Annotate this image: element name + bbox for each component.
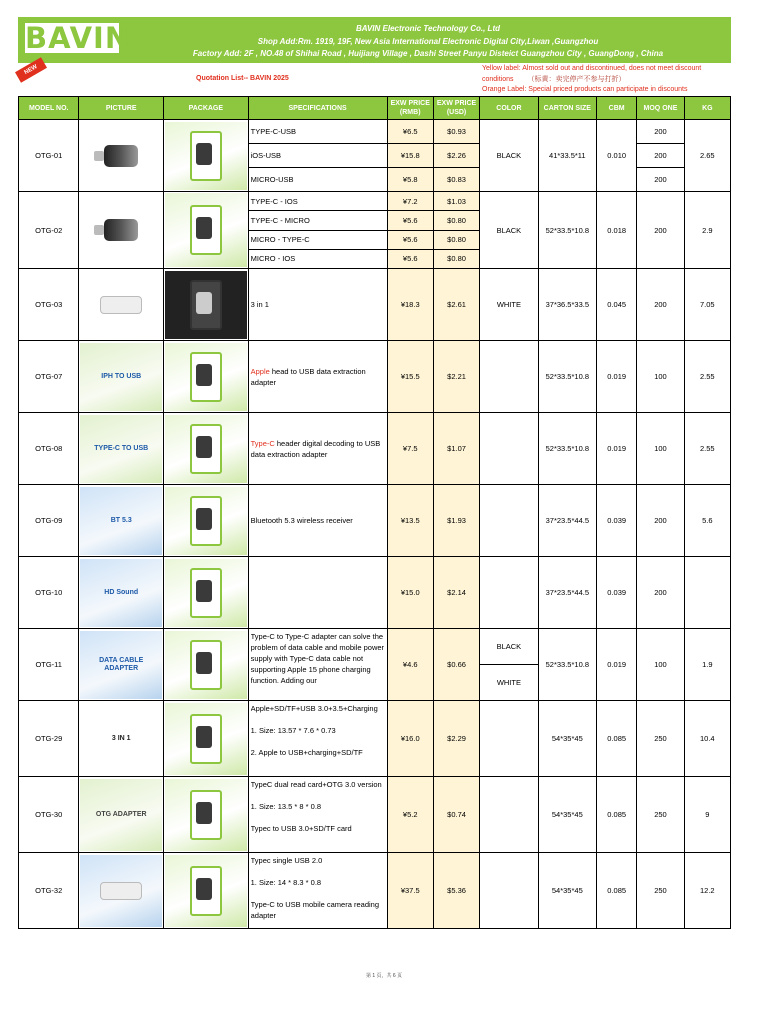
product-photo: [80, 487, 162, 555]
spec-text: Type-C to Type-C adapter can solve the problem of data cable and mobile power supply with Type-C data cable not supporting Apple 15 phone charging function. Adding our: [250, 631, 385, 685]
cbm-cell: 0.018: [597, 192, 637, 269]
product-picture: [79, 853, 164, 929]
package-box-image: [190, 866, 222, 916]
model-cell: OTG-02: [19, 192, 79, 269]
package-picture: [164, 269, 249, 341]
model-cell: OTG-03: [19, 269, 79, 341]
kg-cell: 2.9: [684, 192, 730, 269]
price-rmb: ¥7.2: [387, 192, 433, 211]
product-picture: [79, 341, 164, 413]
spec-cell: TYPE-C - MICRO: [248, 211, 387, 230]
hub-adapter-image: [100, 882, 142, 900]
shop-address: Shop Add:Rm. 1919, 19F, New Asia International Electronic Digital City,Liwan ,Guangzhou: [257, 36, 599, 46]
package-picture: [164, 777, 249, 853]
package-box-image: [190, 280, 222, 330]
white-adapter-image: [100, 296, 142, 314]
color-cell: BLACK: [480, 629, 538, 665]
package-picture: [164, 485, 249, 557]
quotation-title: Quotation List-- BAVIN 2025: [196, 75, 289, 82]
kg-cell: 10.4: [684, 701, 730, 777]
moq-cell: 100: [637, 413, 684, 485]
table-row: [19, 777, 731, 853]
product-picture: [79, 485, 164, 557]
price-usd: $2.29: [433, 701, 479, 777]
company-name: BAVIN Electronic Technology Co., Ltd: [355, 24, 500, 33]
product-picture: [79, 413, 164, 485]
cbm-cell: 0.010: [597, 120, 637, 192]
cbm-cell: 0.039: [597, 485, 637, 557]
model-cell: OTG-32: [19, 853, 79, 929]
model-cell: OTG-10: [19, 557, 79, 629]
price-rmb: ¥5.8: [387, 168, 433, 192]
spec-cell: MICRO - TYPE-C: [248, 230, 387, 249]
product-picture: [79, 777, 164, 853]
col-price-usd: EXW PRICE (USD): [433, 97, 479, 120]
bavin-logo: BAVIN: [22, 20, 122, 56]
col-moq: MOQ ONE: [637, 97, 684, 120]
spec-text: TypeC dual read card+OTG 3.0 version 1. Size: 13.5 * 8 * 0.8 Typec to USB 3.0+SD/TF card: [250, 779, 382, 833]
spec-cell: [248, 777, 387, 853]
spec-text: Typec single USB 2.0 1. Size: 14 * 8.3 * 0.8 Type-C to USB mobile camera reading adapter: [250, 855, 379, 920]
cbm-cell: 0.085: [597, 701, 637, 777]
spec-cell: MICRO - IOS: [248, 249, 387, 268]
page-footer: 第 1 页，共 6 页: [365, 973, 403, 979]
product-photo-text: 3 IN 1: [111, 734, 131, 742]
price-usd: $2.61: [433, 269, 479, 341]
price-rmb: ¥4.6: [387, 629, 433, 701]
price-usd: $0.83: [433, 168, 479, 192]
table-row: [19, 853, 731, 929]
product-photo: [80, 779, 162, 851]
spec-cell: TYPE-C-USB: [248, 120, 387, 144]
moq-cell: 200: [637, 557, 684, 629]
cbm-cell: 0.045: [597, 269, 637, 341]
col-carton-size: CARTON SIZE: [538, 97, 596, 120]
model-cell: OTG-01: [19, 120, 79, 192]
moq-cell: 100: [637, 629, 684, 701]
table-row: [19, 413, 731, 485]
product-photo-text: TYPE-C TO USB: [94, 444, 149, 452]
price-usd: $5.36: [433, 853, 479, 929]
color-cell: [480, 341, 538, 413]
product-picture: [79, 701, 164, 777]
price-rmb: ¥15.5: [387, 341, 433, 413]
carton-cell: 37*23.5*44.5: [538, 557, 596, 629]
new-tag: NEW: [15, 57, 47, 82]
package-photo: [165, 122, 247, 190]
kg-cell: [684, 557, 730, 629]
package-box-image: [190, 205, 222, 255]
cbm-cell: 0.039: [597, 557, 637, 629]
color-cell: [480, 557, 538, 629]
carton-cell: 52*33.5*10.8: [538, 629, 596, 701]
col-color: COLOR: [480, 97, 538, 120]
cbm-cell: 0.019: [597, 629, 637, 701]
col-kg: KG: [684, 97, 730, 120]
moq-cell: 200: [637, 192, 684, 269]
product-photo-text: DATA CABLE ADAPTER: [99, 656, 144, 672]
spec-text: Apple+SD/TF+USB 3.0+3.5+Charging 1. Size: 13.57 * 7.6 * 0.73 2. Apple to USB+charging+SD/TF: [250, 703, 378, 757]
product-photo: [80, 559, 162, 627]
price-rmb: ¥15.0: [387, 557, 433, 629]
moq-cell: 200: [637, 485, 684, 557]
product-photo: [80, 193, 162, 267]
spec-cell: [248, 701, 387, 777]
package-box-image: [190, 496, 222, 546]
table-row: [19, 120, 731, 144]
package-photo: [165, 703, 247, 775]
color-cell: [480, 777, 538, 853]
company-info: [128, 23, 728, 61]
price-rmb: ¥15.8: [387, 144, 433, 168]
package-picture: [164, 853, 249, 929]
product-picture: [79, 120, 164, 192]
spec-text: head to USB data extraction adapter: [250, 366, 366, 387]
model-cell: OTG-09: [19, 485, 79, 557]
kg-cell: 2.55: [684, 341, 730, 413]
spec-cell: MICRO-USB: [248, 168, 387, 192]
package-photo: [165, 559, 247, 627]
yellow-label-note-cn: （标黄：卖完停产不参与打折）: [527, 75, 626, 83]
package-photo: [165, 631, 247, 699]
kg-cell: 7.05: [684, 269, 730, 341]
product-photo-text: HD Sound: [104, 588, 139, 596]
price-rmb: ¥16.0: [387, 701, 433, 777]
cbm-cell: 0.085: [597, 853, 637, 929]
price-usd: $2.14: [433, 557, 479, 629]
kg-cell: 5.6: [684, 485, 730, 557]
package-photo: [165, 415, 247, 483]
price-rmb: ¥13.5: [387, 485, 433, 557]
col-price-rmb: EXW PRICE (RMB): [387, 97, 433, 120]
table-row: [19, 629, 731, 665]
price-usd: $1.07: [433, 413, 479, 485]
price-rmb: ¥5.6: [387, 211, 433, 230]
price-rmb: ¥5.2: [387, 777, 433, 853]
model-cell: OTG-11: [19, 629, 79, 701]
package-box-image: [190, 640, 222, 690]
product-picture: [79, 629, 164, 701]
table-header-row: [19, 97, 731, 120]
package-box-image: [190, 790, 222, 840]
price-usd: $0.66: [433, 629, 479, 701]
package-photo: [165, 779, 247, 851]
moq-cell: 200: [637, 120, 684, 144]
spec-cell: [248, 629, 387, 701]
spec-cell: TYPE-C - IOS: [248, 192, 387, 211]
kg-cell: 1.9: [684, 629, 730, 701]
spec-cell: 3 in 1: [248, 269, 387, 341]
kg-cell: 12.2: [684, 853, 730, 929]
spec-cell: [248, 413, 387, 485]
color-cell: WHITE: [480, 269, 538, 341]
table-row: [19, 557, 731, 629]
spec-cell: Bluetooth 5.3 wireless receiver: [248, 485, 387, 557]
product-photo: [80, 415, 162, 483]
product-photo: [80, 122, 162, 190]
col-model: MODEL NO.: [19, 97, 79, 120]
product-photo: [80, 271, 162, 339]
moq-cell: 250: [637, 701, 684, 777]
model-cell: OTG-07: [19, 341, 79, 413]
price-usd: $0.80: [433, 211, 479, 230]
table-row: [19, 341, 731, 413]
price-usd: $0.74: [433, 777, 479, 853]
moq-cell: 250: [637, 853, 684, 929]
package-picture: [164, 413, 249, 485]
table-row: [19, 269, 731, 341]
kg-cell: 2.55: [684, 413, 730, 485]
spec-highlight: Type-C: [250, 438, 275, 448]
carton-cell: 52*33.5*10.8: [538, 413, 596, 485]
color-cell: BLACK: [480, 192, 538, 269]
color-cell: [480, 485, 538, 557]
package-picture: [164, 701, 249, 777]
factory-address: Factory Add: 2F , NO.48 of Shihai Road , Huijiang Village , Dashi Street Panyu Disteict Guangzhou City , GuangDong , China: [192, 49, 664, 58]
product-photo: [80, 343, 162, 411]
spec-text: header digital decoding to USB data extraction adapter: [250, 438, 381, 459]
color-cell: BLACK: [480, 120, 538, 192]
price-rmb: ¥5.6: [387, 249, 433, 268]
package-photo: [165, 855, 247, 927]
price-usd: $0.93: [433, 120, 479, 144]
package-box-image: [190, 568, 222, 618]
cbm-cell: 0.019: [597, 341, 637, 413]
package-picture: [164, 629, 249, 701]
product-picture: [79, 192, 164, 269]
model-cell: OTG-29: [19, 701, 79, 777]
spec-cell: [248, 341, 387, 413]
color-cell: WHITE: [480, 665, 538, 701]
product-photo: [80, 631, 162, 699]
moq-cell: 200: [637, 168, 684, 192]
otg-adapter-image: [104, 219, 138, 241]
carton-cell: 37*36.5*33.5: [538, 269, 596, 341]
price-usd: $1.93: [433, 485, 479, 557]
col-picture: PICTURE: [79, 97, 164, 120]
package-photo: [165, 271, 247, 339]
product-photo-text: OTG ADAPTER: [95, 810, 147, 818]
price-usd: $2.21: [433, 341, 479, 413]
moq-cell: 250: [637, 777, 684, 853]
spec-cell: iOS-USB: [248, 144, 387, 168]
col-specifications: SPECIFICATIONS: [248, 97, 387, 120]
carton-cell: 54*35*45: [538, 853, 596, 929]
header-banner: [18, 17, 731, 63]
moq-cell: 200: [637, 269, 684, 341]
model-cell: OTG-30: [19, 777, 79, 853]
carton-cell: 54*35*45: [538, 777, 596, 853]
color-cell: [480, 413, 538, 485]
moq-cell: 200: [637, 144, 684, 168]
package-box-image: [190, 352, 222, 402]
price-rmb: ¥37.5: [387, 853, 433, 929]
price-rmb: ¥18.3: [387, 269, 433, 341]
price-usd: $0.80: [433, 230, 479, 249]
col-package: PACKAGE: [164, 97, 249, 120]
col-cbm: CBM: [597, 97, 637, 120]
carton-cell: 52*33.5*10.8: [538, 341, 596, 413]
package-box-image: [190, 131, 222, 181]
price-usd: $2.26: [433, 144, 479, 168]
spec-cell: [248, 557, 387, 629]
kg-cell: 9: [684, 777, 730, 853]
orange-label-note: Orange Label: Special priced products can participate in discounts: [482, 86, 688, 93]
color-cell: [480, 701, 538, 777]
carton-cell: 37*23.5*44.5: [538, 485, 596, 557]
product-picture: [79, 557, 164, 629]
kg-cell: 2.65: [684, 120, 730, 192]
product-photo: [80, 703, 162, 775]
table-row: [19, 192, 731, 211]
otg-adapter-image: [104, 145, 138, 167]
package-photo: [165, 193, 247, 267]
table-row: [19, 485, 731, 557]
package-box-image: [190, 424, 222, 474]
product-photo-text: IPH TO USB: [101, 372, 142, 380]
package-picture: [164, 341, 249, 413]
carton-cell: 41*33.5*11: [538, 120, 596, 192]
price-rmb: ¥5.6: [387, 230, 433, 249]
price-rmb: ¥6.5: [387, 120, 433, 144]
carton-cell: 54*35*45: [538, 701, 596, 777]
moq-cell: 100: [637, 341, 684, 413]
product-photo-text: BT 5.3: [110, 516, 132, 524]
carton-cell: 52*33.5*10.8: [538, 192, 596, 269]
package-picture: [164, 192, 249, 269]
color-cell: [480, 853, 538, 929]
package-picture: [164, 120, 249, 192]
table-row: [19, 701, 731, 777]
spec-cell: [248, 853, 387, 929]
package-photo: [165, 343, 247, 411]
cbm-cell: 0.085: [597, 777, 637, 853]
package-picture: [164, 557, 249, 629]
label-notes: [482, 64, 732, 96]
package-box-image: [190, 714, 222, 764]
price-rmb: ¥7.5: [387, 413, 433, 485]
quotation-table: [18, 96, 731, 929]
product-picture: [79, 269, 164, 341]
yellow-label-note: Yellow label: Almost sold out and discontinued, does not meet discount conditions: [482, 65, 702, 83]
price-usd: $0.80: [433, 249, 479, 268]
spec-highlight: Apple: [250, 366, 270, 376]
cbm-cell: 0.019: [597, 413, 637, 485]
model-cell: OTG-08: [19, 413, 79, 485]
product-photo: [80, 855, 162, 927]
package-photo: [165, 487, 247, 555]
price-usd: $1.03: [433, 192, 479, 211]
